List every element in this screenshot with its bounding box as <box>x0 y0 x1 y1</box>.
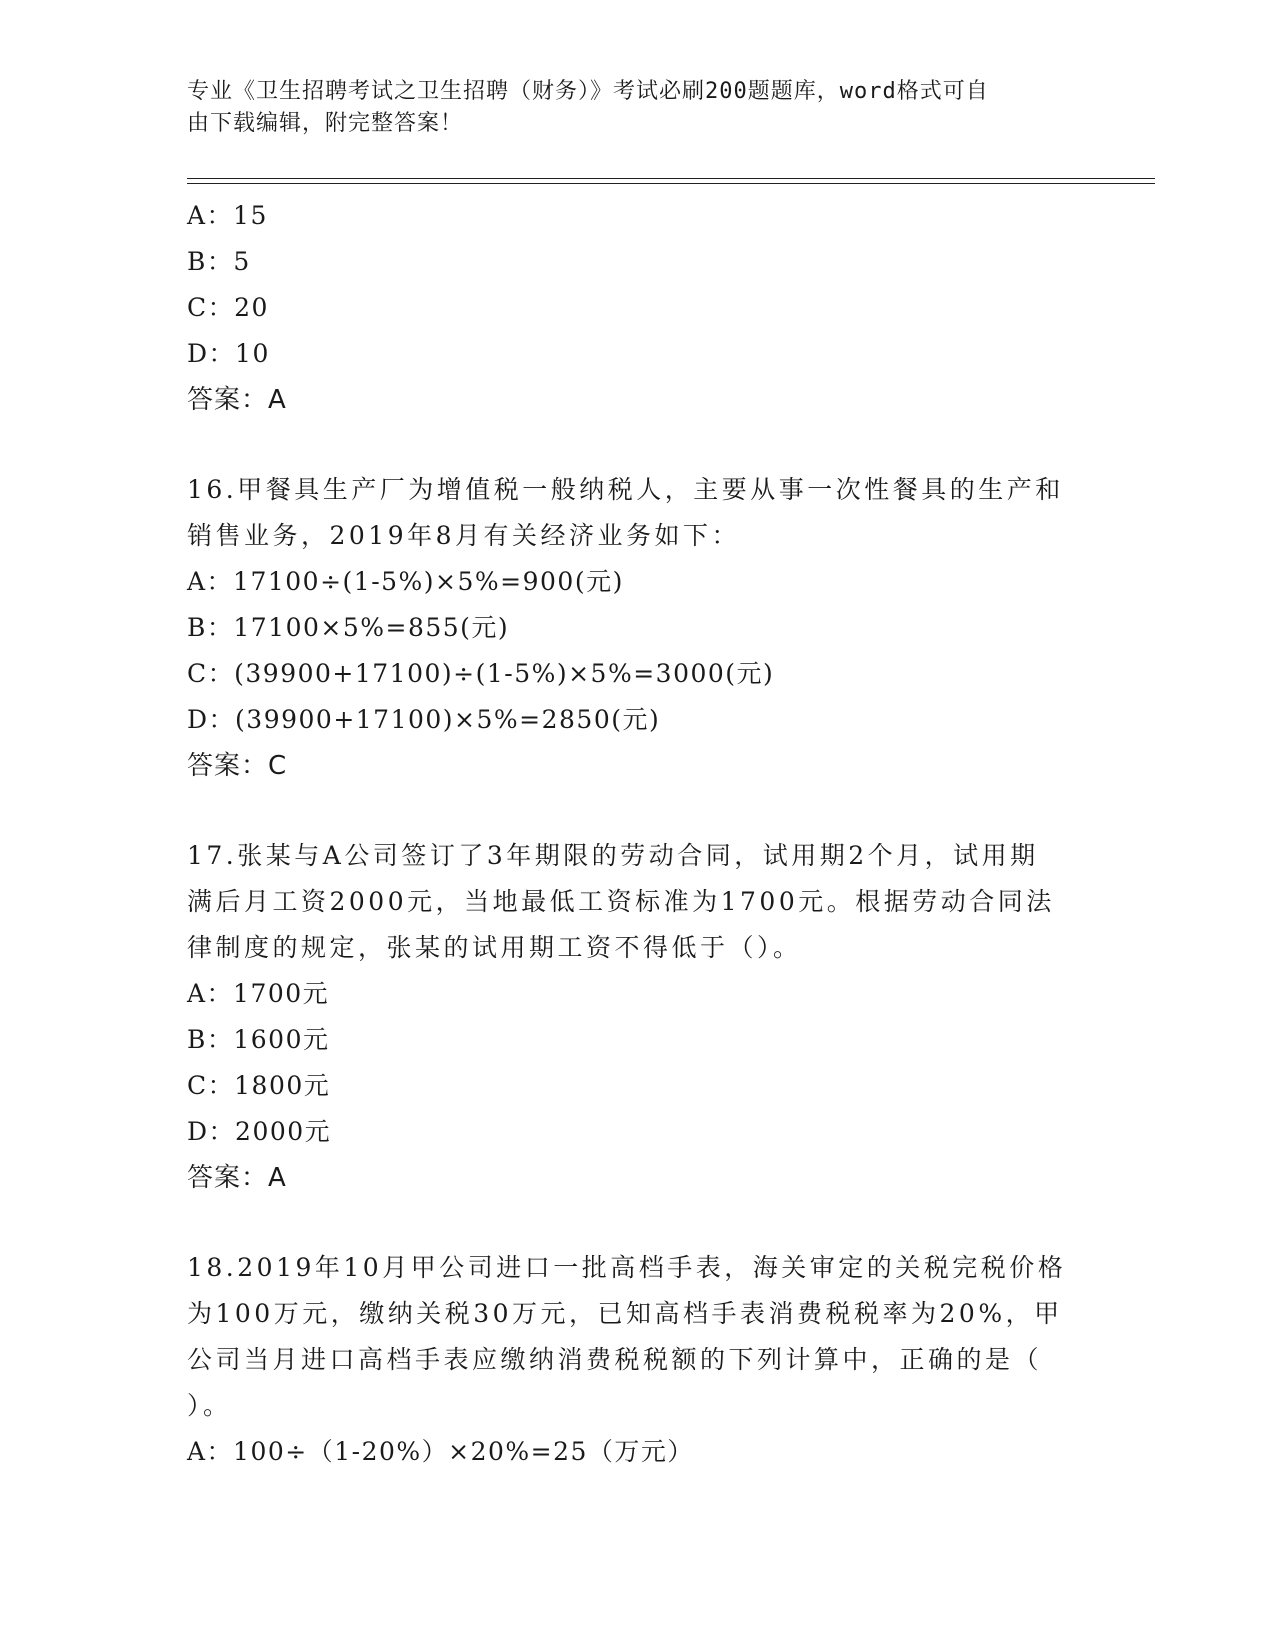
question-stem-line: 公司当月进口高档手表应缴纳消费税税额的下列计算中，正确的是（ <box>187 1345 1043 1374</box>
option-a: A：17100÷(1-5%)×5%=900(元) <box>187 567 624 596</box>
question-16 <box>187 467 1087 789</box>
option-a: A：100÷（1-20%）×20%=25（万元） <box>187 1437 694 1466</box>
answer-line: 答案：A <box>187 385 287 415</box>
option-b: B：5 <box>187 247 251 276</box>
question-stem-line: 18.2019年10月甲公司进口一批高档手表，海关审定的关税完税价格 <box>187 1253 1067 1282</box>
question-stem-line: 满后月工资2000元，当地最低工资标准为1700元。根据劳动合同法 <box>187 887 1055 916</box>
option-c: C：20 <box>187 293 269 322</box>
question-stem-line: 17.张某与A公司签订了3年期限的劳动合同，试用期2个月，试用期 <box>187 841 1039 870</box>
question-15 <box>187 193 1087 423</box>
option-b: B：17100×5%=855(元) <box>187 613 510 642</box>
question-stem-line: 销售业务，2019年8月有关经济业务如下： <box>187 521 741 550</box>
option-d: D：(39900+17100)×5%=2850(元) <box>187 705 661 734</box>
option-d: D：10 <box>187 339 270 368</box>
answer-line: 答案：C <box>187 751 288 781</box>
option-a: A：15 <box>187 201 268 230</box>
option-a: A：1700元 <box>187 979 330 1008</box>
header-divider-top <box>187 178 1155 179</box>
option-c: C：(39900+17100)÷(1-5%)×5%=3000(元) <box>187 659 775 688</box>
question-stem-line: 律制度的规定，张某的试用期工资不得低于（）。 <box>187 933 802 962</box>
option-d: D：2000元 <box>187 1117 332 1146</box>
question-18 <box>187 1245 1087 1475</box>
header-line-1: 专业《卫生招聘考试之卫生招聘（财务）》考试必刷200题题库，word格式可自 <box>187 79 989 104</box>
answer-line: 答案：A <box>187 1163 287 1193</box>
question-stem-line: 为100万元，缴纳关税30万元，已知高档手表消费税税率为20%，甲 <box>187 1299 1063 1328</box>
question-stem-line: ）。 <box>187 1391 232 1420</box>
question-17 <box>187 833 1087 1201</box>
question-content <box>187 193 1087 1475</box>
document-header <box>187 76 1067 140</box>
header-line-2: 由下载编辑，附完整答案！ <box>187 111 464 136</box>
option-b: B：1600元 <box>187 1025 330 1054</box>
header-divider-bottom <box>187 183 1155 184</box>
question-stem-line: 16.甲餐具生产厂为增值税一般纳税人，主要从事一次性餐具的生产和 <box>187 475 1064 504</box>
option-c: C：1800元 <box>187 1071 331 1100</box>
